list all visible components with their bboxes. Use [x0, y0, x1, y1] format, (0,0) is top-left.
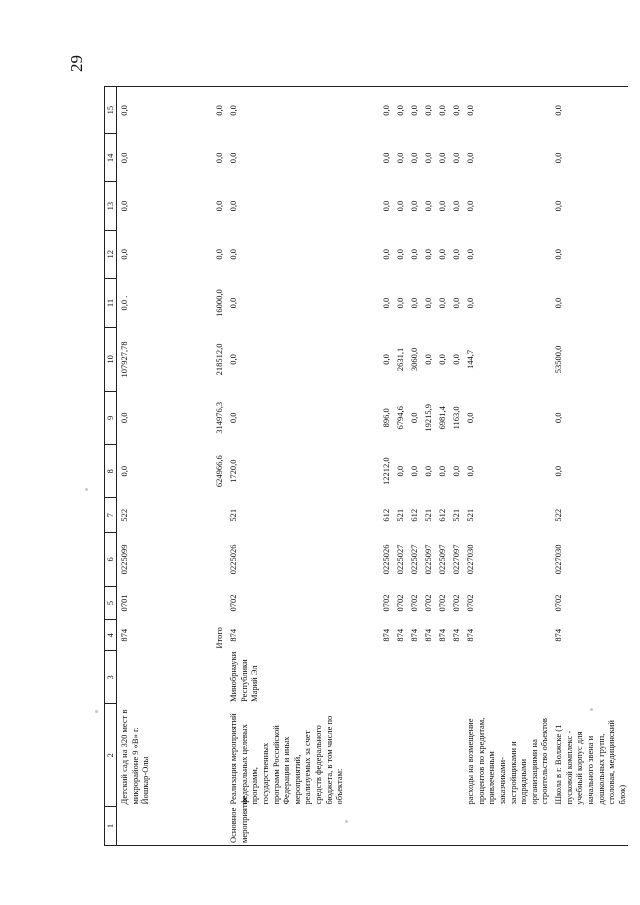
cell-col-4: 874: [395, 628, 405, 642]
cell-col-1: [449, 807, 463, 846]
cell-col-10: 107927,78: [119, 341, 129, 378]
cell-col-13: 0,0: [553, 200, 563, 212]
cell-col-13: 0,0: [451, 200, 461, 212]
col-header: 7: [105, 498, 117, 533]
cell-col-13: 0,0: [465, 200, 475, 212]
cell-col-3: [449, 651, 463, 704]
cell-col-10: 218512,0: [214, 343, 224, 376]
cell-col-12: 0,0: [214, 248, 224, 260]
cell-col-8: 0,0: [409, 465, 419, 477]
cell-col-15: 0,0: [463, 87, 551, 134]
col-header: 3: [105, 651, 117, 704]
cell-col-13: 0,0: [395, 200, 405, 212]
cell-col-10: 0,0: [437, 354, 447, 365]
cell-col-12: 0,0: [119, 248, 129, 260]
cell-col-1: [212, 807, 226, 846]
cell-col-6: 0227030: [553, 544, 563, 575]
cell-col-7: 612: [409, 508, 419, 522]
cell-col-11: 0,0: [228, 297, 238, 309]
cell-col-9: 0,0: [465, 412, 475, 424]
cell-col-11: 0,0: [553, 297, 563, 309]
cell-col-11: 0,0: [437, 297, 447, 309]
cell-col-9: 6981,4: [437, 406, 447, 430]
cell-col-10: 0,0: [381, 354, 391, 365]
cell-col-5: 0702: [465, 594, 475, 612]
cell-col-4: 874: [381, 628, 391, 642]
table-row: [551, 87, 628, 846]
cell-col-14: 0,0: [423, 152, 433, 164]
cell-col-3: [393, 651, 407, 704]
cell-col-10: 0,0: [423, 354, 433, 365]
table-row: [421, 87, 435, 846]
cell-col-15: 0,0: [379, 87, 393, 134]
col-header: 2: [105, 704, 117, 807]
cell-col-1: [551, 807, 628, 846]
cell-col-2: Школа в г. Волжске (1 пусковой комплекс - учебный корпус для начального звена и дошкольных групп, столовая, медицинский блок): [553, 720, 627, 805]
cell-col-6: 0225026: [228, 544, 238, 575]
cell-col-7: 521: [423, 508, 433, 522]
cell-col-10: 53500,0: [553, 345, 563, 374]
cell-col-8: 0,0: [437, 465, 447, 477]
cell-col-14: 0,0: [437, 152, 447, 164]
col-header: 5: [105, 586, 117, 620]
cell-col-9: 0,0: [409, 412, 419, 424]
cell-col-6: 0225099: [119, 544, 129, 575]
cell-col-11: 0,0: [395, 297, 405, 309]
cell-col-14: 0,0: [409, 152, 419, 164]
cell-col-4: 874: [465, 628, 475, 642]
cell-col-8: 12212,0: [381, 457, 391, 485]
cell-col-11: 0,0: [409, 297, 419, 309]
cell-col-2: [393, 704, 407, 807]
cell-col-5: 0702: [423, 594, 433, 612]
col-header: 8: [105, 445, 117, 498]
cell-col-1: [393, 807, 407, 846]
cell-col-1: [435, 807, 449, 846]
cell-col-5: 0702: [409, 594, 419, 612]
scan-dot: [345, 820, 348, 823]
cell-col-7: 522: [119, 508, 129, 522]
cell-col-2: [379, 704, 393, 807]
cell-col-5: 0702: [553, 594, 563, 612]
cell-col-2: [407, 704, 421, 807]
cell-col-13: 0,0: [381, 200, 391, 212]
cell-col-10: 144,7: [465, 349, 475, 369]
cell-col-1: [421, 807, 435, 846]
cell-col-3: [435, 651, 449, 704]
cell-col-8: 624966,6: [214, 455, 224, 488]
cell-col-13: 0,0: [437, 200, 447, 212]
cell-col-2: [449, 704, 463, 807]
cell-col-10: 2631,1: [395, 347, 405, 372]
cell-col-3: [421, 651, 435, 704]
cell-col-3: [463, 651, 551, 704]
cell-col-9: 19215,9: [423, 404, 433, 432]
cell-col-7: 521: [395, 508, 405, 522]
cell-col-11: 0,0: [423, 297, 433, 309]
cell-col-9: 0,0: [119, 412, 129, 424]
cell-col-8: 0,0: [451, 465, 461, 477]
col-header: 10: [105, 328, 117, 392]
cell-col-15: 0,0: [117, 87, 213, 134]
cell-col-5: 0702: [451, 594, 461, 612]
cell-col-9: 314976,3: [214, 401, 224, 434]
col-header: 4: [105, 620, 117, 651]
cell-col-6: 0225027: [395, 544, 405, 575]
cell-col-8: 0,0: [465, 465, 475, 477]
cell-col-14: 0,0: [228, 152, 238, 164]
cell-col-8: 0,0: [119, 465, 129, 477]
col-header: 9: [105, 391, 117, 444]
cell-col-7: 521: [451, 508, 461, 522]
cell-col-4: Итого: [214, 627, 224, 649]
cell-col-15: 0,0: [435, 87, 449, 134]
cell-col-7: 612: [437, 508, 447, 522]
table-row: [463, 87, 551, 846]
cell-col-12: 0,0: [451, 248, 461, 260]
cell-col-12: 0,0: [409, 248, 419, 260]
cell-col-5: 0702: [395, 594, 405, 612]
cell-col-2: Реализация мероприятий федеральных целевых программ, государственных программ Российской Федерации и иных мероприятий, реализуемых за счет средств федерального бюджета, в том числе по объектам:: [228, 713, 345, 805]
cell-col-15: 0,0: [407, 87, 421, 134]
cell-col-9: 896,0: [381, 408, 391, 428]
scan-dot: [590, 708, 593, 711]
table-row: [226, 87, 379, 846]
cell-col-15: 0,0: [212, 87, 226, 134]
col-header: 11: [105, 278, 117, 327]
cell-col-13: 0,0: [214, 200, 224, 212]
cell-col-8: 0,0: [553, 465, 563, 477]
col-header: 15: [105, 87, 117, 134]
cell-col-12: 0,0: [395, 248, 405, 260]
cell-col-11: 0,0: [381, 297, 391, 309]
col-header: 6: [105, 533, 117, 586]
cell-col-4: 874: [437, 628, 447, 642]
col-header: 1: [105, 807, 117, 846]
cell-col-6: 0227030: [465, 544, 475, 575]
cell-col-15: 0,0: [421, 87, 435, 134]
cell-col-6: 0225026: [381, 544, 391, 575]
cell-col-11: 16000,0: [214, 289, 224, 317]
cell-col-11: 0,0 .: [119, 295, 129, 311]
col-header: 12: [105, 230, 117, 278]
cell-col-14: 0,0: [395, 152, 405, 164]
column-number-row: [105, 87, 117, 846]
cell-col-7: 521: [228, 508, 238, 522]
cell-col-3: [407, 651, 421, 704]
rotated-table-container: [104, 86, 627, 846]
cell-col-15: 0,0: [393, 87, 407, 134]
cell-col-15: 0,0: [551, 87, 628, 134]
cell-col-14: 0,0: [451, 152, 461, 164]
cell-col-13: 0,0: [228, 200, 238, 212]
cell-col-2: Детский сад на 320 мест в микрорайоне 9 «В» г. Йошкар-Олы: [119, 709, 151, 805]
table-row: [435, 87, 449, 846]
cell-col-2: [435, 704, 449, 807]
cell-col-6: [212, 533, 226, 586]
table-row: [117, 87, 213, 846]
cell-col-11: 0,0: [451, 297, 461, 309]
cell-col-4: 874: [228, 628, 238, 642]
cell-col-14: 0,0: [465, 152, 475, 164]
cell-col-12: 0,0: [437, 248, 447, 260]
cell-col-9: 0,0: [228, 412, 238, 424]
cell-col-1: Основное мероприятие: [226, 807, 379, 846]
cell-col-1: [463, 807, 551, 846]
cell-col-4: 874: [119, 628, 129, 642]
cell-col-10: 0,0: [228, 354, 238, 365]
cell-col-6: 0225097: [423, 544, 433, 575]
cell-col-12: 0,0: [465, 248, 475, 260]
cell-col-12: 0,0: [553, 248, 563, 260]
cell-col-2: [421, 704, 435, 807]
cell-col-12: 0,0: [423, 248, 433, 260]
cell-col-6: 0227097: [451, 544, 461, 575]
cell-col-8: 1720,0: [228, 459, 238, 483]
cell-col-15: 0,0: [449, 87, 463, 134]
cell-col-9: 6794,6: [395, 406, 405, 430]
cell-col-7: [212, 498, 226, 533]
cell-col-15: 0,0: [226, 87, 379, 134]
cell-col-9: 0,0: [553, 412, 563, 424]
cell-col-3: [379, 651, 393, 704]
cell-col-4: 874: [451, 628, 461, 642]
cell-col-13: 0,0: [423, 200, 433, 212]
cell-col-7: 522: [553, 508, 563, 522]
cell-col-14: 0,0: [553, 152, 563, 164]
cell-col-2: расходы на возмещение процентов по кредитам, привлеченным заказчиками-застройщиками и подрядными организациями на строительство объектов: [465, 717, 550, 805]
cell-col-14: 0,0: [381, 152, 391, 164]
cell-col-1: [379, 807, 393, 846]
table-row: [407, 87, 421, 846]
col-header: 13: [105, 182, 117, 230]
cell-col-13: 0,0: [409, 200, 419, 212]
cell-col-10: 3060,0: [409, 347, 419, 372]
cell-col-5: [212, 586, 226, 620]
cell-col-1: [407, 807, 421, 846]
cell-col-4: 874: [423, 628, 433, 642]
col-header: 14: [105, 134, 117, 182]
cell-col-3: Минобрнауки Республики Марий Эл: [228, 651, 260, 702]
cell-col-7: 612: [381, 508, 391, 522]
cell-col-2: [212, 704, 226, 807]
scan-dot: [85, 488, 88, 491]
cell-col-6: 0225097: [437, 544, 447, 575]
table-body: [117, 87, 629, 846]
cell-col-3: [551, 651, 628, 704]
cell-col-3: [117, 651, 213, 704]
table-row: [393, 87, 407, 846]
cell-col-1: [117, 807, 213, 846]
table-row: [449, 87, 463, 846]
cell-col-14: 0,0: [214, 152, 224, 164]
cell-col-3: [212, 651, 226, 704]
cell-col-12: 0,0: [381, 248, 391, 260]
cell-col-13: 0,0: [119, 200, 129, 212]
cell-col-8: 0,0: [423, 465, 433, 477]
cell-col-9: 1163,0: [451, 406, 461, 430]
cell-col-8: 0,0: [395, 465, 405, 477]
budget-table: [104, 86, 628, 846]
cell-col-6: 0225027: [409, 544, 419, 575]
cell-col-4: 874: [553, 628, 563, 642]
cell-col-12: 0,0: [228, 248, 238, 260]
cell-col-5: 0701: [119, 594, 129, 612]
cell-col-5: 0702: [228, 594, 238, 612]
cell-col-11: 0,0: [465, 297, 475, 309]
table-row: [212, 87, 226, 846]
cell-col-5: 0702: [437, 594, 447, 612]
cell-col-5: 0702: [381, 594, 391, 612]
table-row: [379, 87, 393, 846]
cell-col-10: 0,0: [451, 354, 461, 365]
scan-dot: [95, 710, 98, 713]
cell-col-4: 874: [409, 628, 419, 642]
page-number: 29: [67, 55, 86, 72]
cell-col-7: 521: [465, 508, 475, 522]
cell-col-14: 0,0: [119, 152, 129, 164]
